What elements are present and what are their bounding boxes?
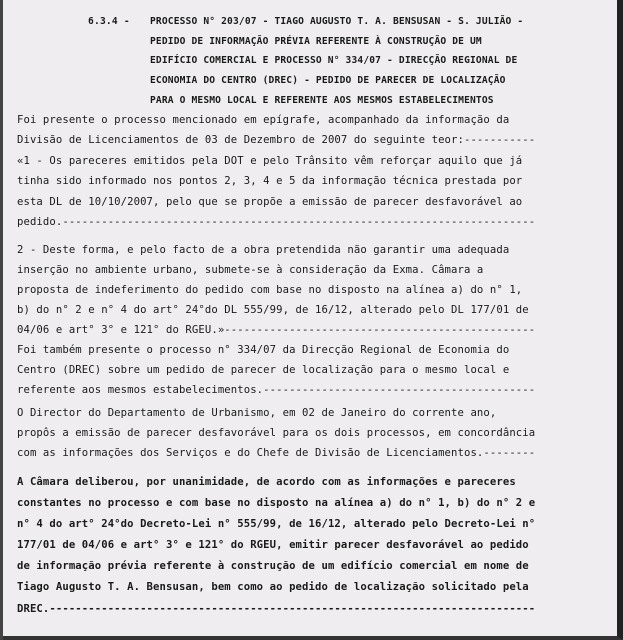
heading-line: PEDIDO DE INFORMAÇÃO PRÉVIA REFERENTE À CONSTRUÇÃO DE UM: [150, 36, 482, 47]
deliberation-line: DREC.---------------------------------------------------------------------------: [17, 603, 536, 615]
paragraph-line: propôs a emissão de parecer desfavorável para os dois processos, em concordância: [17, 427, 536, 439]
heading-line: PARA O MESMO LOCAL E REFERENTE AOS MESMOS ESTABELECIMENTOS: [150, 95, 494, 106]
quoted-info-line: 2 - Deste forma, e pelo facto de a obra pretendida não garantir uma adequada: [17, 244, 510, 256]
deliberation-line: 177/01 de 04/06 e art° 3° e 121° do RGEU, emitir parecer desfavorável ao pedido: [17, 539, 529, 551]
quoted-info-line: proposta de indeferimento do pedido com base no disposto na alínea a) do n° 1,: [17, 284, 523, 296]
paragraph-line: Foi presente o processo mencionado em epígrafe, acompanhado da informação da: [17, 114, 510, 126]
paragraph-line: com as informações dos Serviços e do Chefe de Divisão de Licenciamentos.--------: [17, 447, 536, 459]
quoted-info-line: esta DL de 10/10/2007, pelo que se propõe a emissão de parecer desfavorável ao: [17, 196, 523, 208]
quoted-info-line: 04/06 e art° 3° e 121° do RGEU.»------------------------------------------------: [17, 324, 536, 336]
deliberation-line: Tiago Augusto T. A. Bensusan, bem como ao pedido de localização solicitado pela: [17, 581, 529, 593]
deliberation-line: A Câmara deliberou, por unanimidade, de acordo com as informações e pareceres: [17, 476, 516, 488]
heading-line: ECONOMIA DO CENTRO (DREC) - PEDIDO DE PARECER DE LOCALIZAÇÃO: [150, 75, 506, 86]
quoted-info-line: b) do n° 2 e n° 4 do art° 24°do DL 555/99, de 16/12, alterado pelo DL 177/01 de: [17, 304, 529, 316]
paragraph-line: Centro (DREC) sobre um pedido de parecer de localização para o mesmo local e: [17, 364, 510, 376]
paragraph-line: Divisão de Licenciamentos de 03 de Dezembro de 2007 do seguinte teor:-----------: [17, 134, 536, 146]
heading-line: EDIFÍCIO COMERCIAL E PROCESSO N° 334/07 - DIRECÇÃO REGIONAL DE: [150, 55, 518, 66]
section-number: 6.3.4 -: [88, 16, 130, 27]
paragraph-line: O Director do Departamento de Urbanismo, em 02 de Janeiro do corrente ano,: [17, 407, 497, 419]
deliberation-line: n° 4 do art° 24°do Decreto-Lei n° 555/99, de 16/12, alterado pelo Decreto-Lei n°: [17, 518, 536, 530]
quoted-info-line: tinha sido informado nos pontos 2, 3, 4 e 5 da informação técnica prestada por: [17, 175, 523, 187]
heading-line: PROCESSO N° 203/07 - TIAGO AUGUSTO T. A. BENSUSAN - S. JULIÃO -: [150, 16, 524, 27]
deliberation-line: de informação prévia referente à construção de um edifício comercial em nome de: [17, 560, 529, 572]
quoted-info-line: inserção no ambiente urbano, submete-se à consideração da Exma. Câmara a: [17, 264, 484, 276]
quoted-info-line: pedido.-------------------------------------------------------------------------: [17, 216, 536, 228]
paragraph-line: referente aos mesmos estabelecimentos.------------------------------------------: [17, 384, 536, 396]
deliberation-line: constantes no processo e com base no disposto na alínea a) do n° 1, b) do n° 2 e: [17, 497, 536, 509]
paragraph-line: Foi também presente o processo n° 334/07 da Direcção Regional de Economia do: [17, 344, 510, 356]
quoted-info-line: «1 - Os pareceres emitidos pela DOT e pelo Trânsito vêm reforçar aquilo que já: [17, 155, 523, 167]
